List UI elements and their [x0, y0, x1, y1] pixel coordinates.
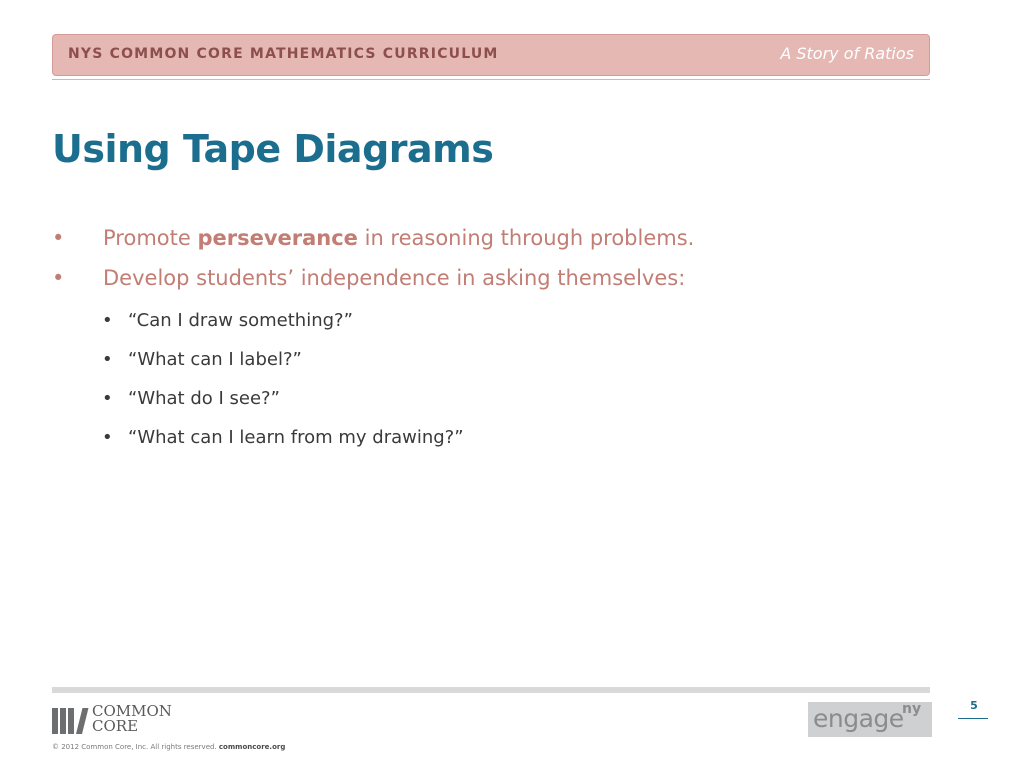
slide-title: Using Tape Diagrams: [52, 127, 494, 171]
logo-line-2: CORE: [92, 717, 139, 735]
header-divider: [52, 79, 930, 80]
sub-bullet-item: [52, 302, 932, 341]
sub-bullet-item: [52, 380, 932, 419]
sub-bullet-text: “What do I see?”: [128, 388, 280, 409]
bullet-list: [52, 222, 932, 458]
bullet-text-before: Promote: [103, 226, 198, 250]
books-icon: [52, 706, 86, 734]
sub-bullet-item: [52, 341, 932, 380]
bullet-item-independence: [52, 262, 932, 302]
sub-bullet-item: [52, 419, 932, 458]
bullet-text: Develop students’ independence in asking themselves:: [103, 266, 686, 290]
sub-bullet-text: “What can I label?”: [128, 349, 302, 370]
common-core-wordmark: [92, 704, 202, 734]
sub-bullet-text: “Can I draw something?”: [128, 310, 353, 331]
sub-bullet-icon: •: [102, 388, 113, 409]
curriculum-header-bar: [52, 34, 930, 76]
module-name: A Story of Ratios: [780, 44, 914, 63]
bullet-emphasis: perseverance: [197, 226, 358, 250]
footer-divider: [52, 687, 930, 693]
copyright-site: commoncore.org: [218, 743, 286, 751]
page-number-underline: [958, 718, 988, 719]
curriculum-name: NYS COMMON CORE MATHEMATICS CURRICULUM: [68, 46, 499, 62]
bullet-icon: •: [52, 266, 65, 290]
sub-bullet-icon: •: [102, 349, 113, 370]
bullet-icon: •: [52, 226, 65, 250]
logo-line-1: COMMON: [92, 702, 172, 720]
bullet-text-after: in reasoning through problems.: [357, 226, 695, 250]
copyright-text: © 2012 Common Core, Inc. All rights reserved.: [52, 743, 217, 751]
copyright-notice: [52, 743, 285, 751]
engage-superscript: ny: [902, 701, 922, 717]
sub-bullet-text: “What can I learn from my drawing?”: [128, 427, 464, 448]
bullet-item-perseverance: [52, 222, 932, 262]
sub-bullet-icon: •: [102, 310, 113, 331]
sub-bullet-icon: •: [102, 427, 113, 448]
engage-wordmark: engage: [813, 704, 904, 733]
engageny-logo: [808, 702, 932, 737]
page-number: 5: [970, 699, 978, 712]
